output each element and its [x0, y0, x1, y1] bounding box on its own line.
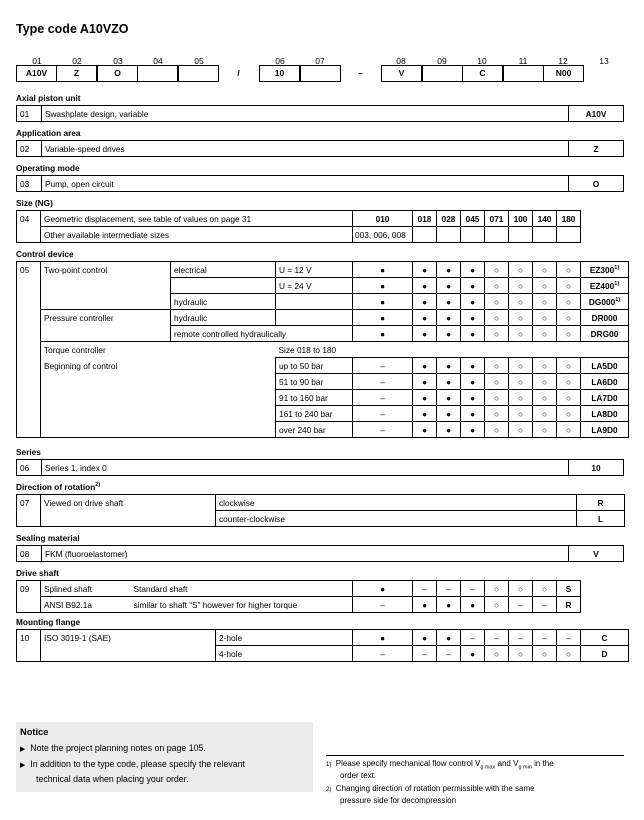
- row-description: Pressure controller: [41, 310, 171, 326]
- availability-mark: ○: [509, 406, 533, 422]
- row-number: 10: [17, 630, 41, 646]
- availability-mark: ●: [413, 406, 437, 422]
- availability-mark: ○: [485, 310, 509, 326]
- size-140: 140: [533, 211, 557, 227]
- availability-mark: ○: [485, 406, 509, 422]
- bullet-icon: ▶: [20, 746, 26, 753]
- availability-mark: ○: [557, 390, 581, 406]
- row-number: [17, 406, 41, 422]
- row-number: [17, 390, 41, 406]
- row-code: LA7D0: [581, 390, 629, 406]
- code-cell-02: Z: [56, 65, 97, 82]
- availability-mark: ○: [485, 278, 509, 294]
- availability-mark: –: [437, 581, 461, 597]
- availability-mark: ●: [413, 597, 437, 613]
- control-voltage: U = 24 V: [276, 278, 353, 294]
- availability-mark: –: [509, 597, 533, 613]
- row-description: [41, 406, 276, 422]
- section-title-operating: Operating mode: [16, 163, 80, 173]
- section-title-sealing: Sealing material: [16, 533, 80, 543]
- code-cell-06: 10: [259, 65, 300, 82]
- availability-mark: ○: [509, 374, 533, 390]
- table-operating: [16, 175, 624, 192]
- row-number: 06: [17, 460, 42, 476]
- size-180: 180: [557, 211, 581, 227]
- footnote-text: and V: [495, 759, 519, 768]
- availability-mark: –: [461, 630, 485, 646]
- row-code: [581, 278, 629, 294]
- availability-mark: ○: [533, 390, 557, 406]
- row-number: [17, 294, 41, 310]
- row-description: Swashplate design, variable: [42, 106, 569, 122]
- footnote-text: in the: [531, 759, 554, 768]
- row-description: Torque controller: [41, 342, 276, 358]
- availability-mark: ○: [533, 374, 557, 390]
- table-flange: [16, 629, 629, 662]
- availability-mark: ●: [437, 262, 461, 278]
- size-028: 028: [437, 211, 461, 227]
- code-cell-05: [178, 65, 219, 82]
- availability-mark: ○: [509, 390, 533, 406]
- flange-variant: 4-hole: [216, 646, 353, 662]
- row-description: Two-point control: [41, 262, 171, 278]
- control-code: DR000: [591, 312, 618, 323]
- row-code: A10V: [569, 106, 624, 122]
- row-code: [581, 262, 629, 278]
- availability-mark: –: [353, 597, 413, 613]
- row-code: R: [557, 597, 581, 613]
- availability-mark: ●: [437, 358, 461, 374]
- table-series: [16, 459, 624, 476]
- shaft-variant: Standard shaft: [131, 581, 353, 597]
- availability-mark: ●: [437, 597, 461, 613]
- shaft-variant: similar to shaft “S” however for higher torque: [131, 597, 353, 613]
- footnote-text: Changing direction of rotation permissible with the same: [335, 784, 535, 793]
- availability-mark: ●: [461, 422, 485, 438]
- row-number: 07: [17, 495, 41, 511]
- availability-mark: ○: [533, 422, 557, 438]
- row-description: [41, 278, 171, 294]
- rotation-cw: clockwise: [216, 495, 577, 511]
- availability-mark: ●: [353, 262, 413, 278]
- row-description: [41, 294, 171, 310]
- availability-mark: –: [557, 630, 581, 646]
- table-axial: [16, 105, 624, 122]
- pos-03: 03: [113, 56, 123, 66]
- availability-mark: –: [353, 390, 413, 406]
- row-number: [17, 278, 41, 294]
- availability-mark: ○: [509, 326, 533, 342]
- availability-mark: ●: [413, 310, 437, 326]
- table-rotation: [16, 494, 625, 527]
- pos-01: 01: [32, 56, 42, 66]
- row-code: LA6D0: [581, 374, 629, 390]
- availability-mark: ○: [533, 326, 557, 342]
- availability-mark: ●: [461, 358, 485, 374]
- section-title-series: Series: [16, 447, 41, 457]
- availability-mark: ●: [353, 326, 413, 342]
- code-cell-08: V: [381, 65, 422, 82]
- footnote-number: 1): [326, 762, 332, 768]
- row-description: [41, 390, 276, 406]
- availability-mark: –: [413, 646, 437, 662]
- availability-mark: ○: [557, 406, 581, 422]
- notice-item-2: [20, 757, 245, 773]
- section-title-size: Size (NG): [16, 198, 53, 208]
- availability-mark: ●: [461, 294, 485, 310]
- row-code: [581, 294, 629, 310]
- pos-09: 09: [437, 56, 447, 66]
- size-071: 071: [485, 211, 509, 227]
- control-code: DG000: [588, 296, 616, 307]
- availability-mark: ●: [461, 406, 485, 422]
- availability-mark: ○: [485, 597, 509, 613]
- table-control: [16, 261, 629, 438]
- row-code: Z: [569, 141, 624, 157]
- size-100: 100: [509, 211, 533, 227]
- row-description: Variable-speed drives: [42, 141, 569, 157]
- notice-item-1: [20, 741, 206, 757]
- row-number: [17, 374, 41, 390]
- availability-mark: ●: [413, 422, 437, 438]
- section-title-flange: Mounting flange: [16, 617, 81, 627]
- bullet-icon: ▶: [20, 762, 26, 769]
- availability-mark: ○: [533, 262, 557, 278]
- availability-mark: ○: [533, 406, 557, 422]
- row-code: LA9D0: [581, 422, 629, 438]
- control-voltage: [276, 310, 353, 326]
- table-size: [16, 210, 629, 243]
- pos-11: 11: [518, 56, 528, 66]
- availability-mark: ○: [557, 422, 581, 438]
- footnote-2-cont: pressure side for decompression: [340, 796, 457, 805]
- availability-mark: ○: [485, 390, 509, 406]
- availability-mark: ○: [485, 422, 509, 438]
- availability-mark: ○: [557, 326, 581, 342]
- pressure-range: 51 to 90 bar: [276, 374, 353, 390]
- row-number: 02: [17, 141, 42, 157]
- availability-mark: ●: [413, 358, 437, 374]
- availability-mark: ●: [461, 374, 485, 390]
- pos-07: 07: [315, 56, 325, 66]
- availability-mark: –: [533, 597, 557, 613]
- availability-mark: –: [533, 630, 557, 646]
- pos-08: 08: [396, 56, 406, 66]
- availability-mark: –: [461, 581, 485, 597]
- row-number: 01: [17, 106, 42, 122]
- availability-mark: ○: [557, 374, 581, 390]
- availability-mark: ●: [353, 294, 413, 310]
- pos-12: 12: [558, 56, 568, 66]
- pos-06: 06: [275, 56, 285, 66]
- availability-mark: ●: [413, 278, 437, 294]
- availability-mark: ●: [413, 390, 437, 406]
- row-description: [41, 374, 276, 390]
- pressure-range: 161 to 240 bar: [276, 406, 353, 422]
- control-size-range: Size 018 to 180: [276, 342, 629, 358]
- availability-mark: ○: [533, 278, 557, 294]
- row-code: O: [569, 176, 624, 192]
- code-cell-12: N00: [543, 65, 584, 82]
- availability-mark: ●: [437, 422, 461, 438]
- code-slash: /: [237, 68, 240, 78]
- code-cell-10: C: [462, 65, 503, 82]
- row-description: Pump, open circuit: [42, 176, 569, 192]
- section-title-control: Control device: [16, 249, 74, 259]
- rotation-title-text: Direction of rotation: [16, 482, 96, 492]
- section-title-rotation: [16, 482, 100, 492]
- row-number: 08: [17, 546, 42, 562]
- section-title-shaft: Drive shaft: [16, 568, 59, 578]
- availability-mark: ●: [437, 326, 461, 342]
- pressure-range: over 240 bar: [276, 422, 353, 438]
- availability-mark: ●: [437, 374, 461, 390]
- availability-mark: ●: [437, 294, 461, 310]
- table-shaft: [16, 580, 629, 613]
- size-045: 045: [461, 211, 485, 227]
- code-cell-07: [300, 65, 341, 82]
- footnote-number: 2): [326, 787, 332, 793]
- row-number: [17, 646, 41, 662]
- row-number: 03: [17, 176, 42, 192]
- availability-mark: ○: [533, 581, 557, 597]
- row-description: ANSI B92.1a: [41, 597, 131, 613]
- code-cell-09: [422, 65, 463, 82]
- row-number: [17, 422, 41, 438]
- availability-mark: –: [485, 630, 509, 646]
- availability-mark: ●: [461, 390, 485, 406]
- notice-item-2-cont: technical data when placing your order.: [36, 774, 189, 784]
- row-description: FKM (fluoroelastomer): [42, 546, 569, 562]
- row-code: V: [569, 546, 624, 562]
- footnote-ref: 1): [614, 264, 620, 271]
- subscript: g max: [480, 764, 496, 771]
- availability-mark: ●: [461, 326, 485, 342]
- control-code: EZ400: [589, 280, 615, 291]
- availability-mark: ●: [353, 278, 413, 294]
- control-code: DRG00: [590, 328, 619, 339]
- section-title-axial: Axial piston unit: [16, 93, 81, 103]
- row-number: [17, 310, 41, 326]
- availability-mark: ○: [485, 358, 509, 374]
- page-title: Type code A10VZO: [16, 22, 129, 36]
- row-code: D: [581, 646, 629, 662]
- pos-02: 02: [72, 56, 82, 66]
- row-number: 09: [17, 581, 41, 597]
- rotation-ccw: counter-clockwise: [216, 511, 577, 527]
- pressure-range: 91 to 160 bar: [276, 390, 353, 406]
- availability-mark: ●: [413, 630, 437, 646]
- availability-mark: –: [353, 406, 413, 422]
- availability-mark: ●: [437, 406, 461, 422]
- control-variant: electrical: [171, 262, 276, 278]
- availability-mark: ○: [557, 310, 581, 326]
- pressure-range: up to 50 bar: [276, 358, 353, 374]
- availability-mark: ○: [509, 262, 533, 278]
- row-number: 04: [17, 211, 41, 227]
- availability-mark: ○: [533, 310, 557, 326]
- table-application: [16, 140, 624, 157]
- row-code: LA8D0: [581, 406, 629, 422]
- availability-mark: –: [353, 358, 413, 374]
- availability-mark: –: [353, 646, 413, 662]
- control-variant: remote controlled hydraulically: [171, 326, 353, 342]
- availability-mark: ○: [485, 294, 509, 310]
- table-sealing: [16, 545, 624, 562]
- availability-mark: –: [509, 630, 533, 646]
- row-code: 10: [569, 460, 624, 476]
- availability-mark: ○: [509, 581, 533, 597]
- availability-mark: ●: [413, 262, 437, 278]
- availability-mark: ●: [413, 294, 437, 310]
- row-description: [41, 646, 216, 662]
- control-variant: hydraulic: [171, 310, 276, 326]
- row-number: [17, 342, 41, 358]
- control-variant: hydraulic: [171, 294, 276, 310]
- availability-mark: ○: [533, 358, 557, 374]
- availability-mark: ●: [461, 278, 485, 294]
- pos-13: 13: [599, 56, 609, 66]
- footnote-ref: 2): [95, 482, 101, 489]
- availability-mark: ○: [509, 310, 533, 326]
- code-cell-01: A10V: [16, 65, 57, 82]
- code-dash: –: [358, 68, 363, 78]
- availability-mark: ●: [437, 390, 461, 406]
- row-number: [17, 358, 41, 374]
- row-code: R: [577, 495, 625, 511]
- availability-mark: ○: [509, 422, 533, 438]
- availability-mark: ●: [353, 310, 413, 326]
- footnote-ref: 1): [614, 280, 620, 287]
- availability-mark: ○: [557, 646, 581, 662]
- row-description: Other available intermediate sizes: [41, 227, 353, 243]
- availability-mark: ○: [485, 326, 509, 342]
- pos-05: 05: [194, 56, 204, 66]
- control-voltage: U = 12 V: [276, 262, 353, 278]
- footnote-divider: [326, 755, 624, 756]
- size-010: 010: [353, 211, 413, 227]
- availability-mark: ●: [461, 262, 485, 278]
- control-variant: [171, 278, 276, 294]
- section-title-application: Application area: [16, 128, 81, 138]
- availability-mark: ○: [557, 278, 581, 294]
- availability-mark: ●: [437, 310, 461, 326]
- row-code: S: [557, 581, 581, 597]
- row-code: [581, 326, 629, 342]
- availability-mark: ●: [353, 581, 413, 597]
- availability-mark: ●: [437, 630, 461, 646]
- availability-mark: ●: [461, 597, 485, 613]
- availability-mark: ○: [509, 294, 533, 310]
- pos-10: 10: [477, 56, 487, 66]
- availability-mark: ○: [557, 294, 581, 310]
- availability-mark: ●: [437, 278, 461, 294]
- notice-title: Notice: [20, 727, 49, 737]
- availability-mark: ○: [557, 262, 581, 278]
- code-cell-11: [503, 65, 544, 82]
- subscript: g min: [518, 764, 532, 771]
- availability-mark: –: [437, 646, 461, 662]
- row-number: 05: [17, 262, 41, 278]
- notice-text: In addition to the type code, please specify the relevant: [30, 759, 245, 769]
- row-description: [41, 422, 276, 438]
- availability-mark: ○: [509, 358, 533, 374]
- size-018: 018: [413, 211, 437, 227]
- availability-mark: ○: [485, 374, 509, 390]
- availability-mark: ○: [533, 294, 557, 310]
- availability-mark: ○: [557, 358, 581, 374]
- row-description: Series 1, index 0: [42, 460, 569, 476]
- footnote-ref: 1): [615, 296, 621, 303]
- row-description: Splined shaft: [41, 581, 131, 597]
- row-description: [41, 326, 171, 342]
- availability-mark: –: [353, 374, 413, 390]
- row-description: Geometric displacement, see table of values on page 31: [41, 211, 353, 227]
- row-code: [581, 310, 629, 326]
- availability-mark: ○: [509, 278, 533, 294]
- footnote-1-cont: order text.: [340, 771, 377, 780]
- flange-variant: 2-hole: [216, 630, 353, 646]
- availability-mark: –: [413, 581, 437, 597]
- row-description: Beginning of control: [41, 358, 276, 374]
- row-number: [17, 597, 41, 613]
- code-cell-03: O: [97, 65, 138, 82]
- control-voltage: [276, 294, 353, 310]
- availability-mark: ●: [413, 326, 437, 342]
- row-description: ISO 3019-1 (SAE): [41, 630, 216, 646]
- availability-mark: ○: [485, 262, 509, 278]
- availability-mark: –: [353, 422, 413, 438]
- row-number: [17, 326, 41, 342]
- code-cell-04: [137, 65, 178, 82]
- availability-mark: ●: [353, 630, 413, 646]
- availability-mark: ○: [485, 646, 509, 662]
- availability-mark: ●: [461, 310, 485, 326]
- row-code: C: [581, 630, 629, 646]
- availability-mark: ●: [461, 646, 485, 662]
- pos-04: 04: [153, 56, 163, 66]
- notice-text: Note the project planning notes on page 105.: [30, 743, 206, 753]
- row-code: L: [577, 511, 625, 527]
- row-description: Viewed on drive shaft: [41, 495, 216, 511]
- availability-mark: ○: [533, 646, 557, 662]
- row-code: LA5D0: [581, 358, 629, 374]
- availability-mark: ○: [509, 646, 533, 662]
- availability-mark: ○: [485, 581, 509, 597]
- other-sizes: 003, 006, 008: [353, 227, 413, 243]
- control-code: EZ300: [589, 264, 615, 275]
- availability-mark: ●: [413, 374, 437, 390]
- footnote-text: Please specify mechanical flow control V: [335, 759, 481, 768]
